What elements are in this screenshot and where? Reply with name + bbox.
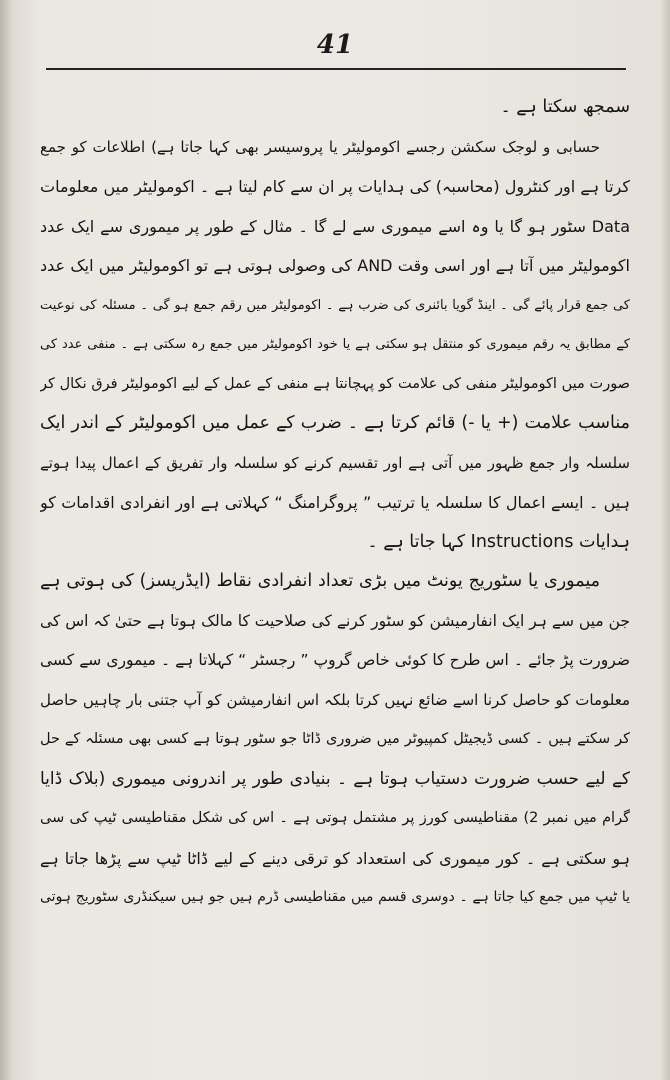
text-line: صورت میں اکومولیٹر منفی کی علامت کو پہچانتا ہے منفی کے عمل کے لیے اکومولیٹر فرق نکال کر [40,375,630,392]
text-line: کی جمع قرار پائے گی ۔ اینڈ گویا بائنری کی ضرب ہے ۔ اکومولیٹر میں رقم جمع ہو گی ۔ مسئلہ کی نوعیت [40,297,630,313]
text-line: کے لیے حسب ضرورت دستیاب ہوتا ہے ۔ بنیادی طور پر اندرونی میموری (بلاک ڈایا [40,768,630,789]
text-line: ہیں ۔ ایسے اعمال کا سلسلہ یا ترتیب ” پروگرامنگ “ کہلاتی ہے اور انفرادی اقدامات کو [40,493,630,512]
text-line: گرام میں نمبر 2) مقناطیسی کورز پر مشتمل ہوتی ہے ۔ اس کی شکل مقناطیسی ٹیپ کی سی [40,810,630,826]
page-body-text [40,88,630,918]
text-line: Data سٹور ہو گا یا وہ اسے میموری سے لے گا ۔ مثال کے طور پر میموری سے ایک عدد [40,216,630,236]
text-line: یا ٹیپ میں جمع کیا جاتا ہے ۔ دوسری قسم میں مقناطیسی ڈرم ہیں جو ہیں سیکنڈری سٹوریج ہوتی [40,889,630,905]
text-line: جن میں سے ہر ایک انفارمیشن کو سٹور کرنے کی صلاحیت کا مالک ہوتا ہے حتیٰ کہ اس کی [40,611,630,630]
text-line: ہو سکتی ہے ۔ کور میموری کی استعداد کو ترقی دینے کے لیے ڈاٹا ٹیپ سے پڑھا جاتا ہے [40,848,630,868]
text-line: معلومات کو حاصل کرنا اسے ضائع نہیں کرتا بلکہ اس انفارمیشن کو آپ جتنی بار چاہیں حاصل [40,690,630,709]
page-right-edge-shadow [660,0,670,1080]
header-rule [46,68,626,70]
text-line: کے مطابق یہ رقم میموری کو منتقل ہو سکتی ہے یا خود اکومولیٹر میں جمع رہ سکتی ہے ۔ منفی عدد کی [40,337,630,352]
text-line: میموری یا سٹوریج یونٹ میں بڑی تعداد انفرادی نقاط (ایڈریسز) کی ہوتی ہے [40,571,600,591]
page-number: 41 [316,30,354,60]
text-line: کرتا ہے اور کنٹرول (محاسبہ) کی ہدایات پر ان سے کام لیتا ہے ۔ اکومولیٹر میں معلومات [40,177,630,196]
text-line: ضرورت پڑ جائے ۔ اس طرح کا کوئی خاص گروپ ” رجسٹر “ کہلاتا ہے ۔ میموری سے کسی [40,651,630,669]
text-line: اکومولیٹر میں آتا ہے اور اسی وقت AND کی وصولی ہوتی ہے تو اکومولیٹر میں ایک عدد [40,256,630,275]
text-line: کر سکتے ہیں ۔ کسی ڈیجیٹل کمپیوٹر میں ضروری ڈاٹا جو سٹور ہوتا ہے کسی بھی مسئلہ کے حل [40,731,630,747]
text-line: ہدایات Instructions کہا جاتا ہے ۔ [367,531,630,552]
text-line: سلسلہ وار جمع ظہور میں آتی ہے اور تقسیم کرنے کو سلسلہ وار تفریق کے اعمال پیدا ہوتے [40,453,630,472]
text-line: حسابی و لوجک سکشن رجسے اکومولیٹر یا پروسیسر بھی کہا جاتا ہے) اطلاعات کو جمع [40,137,600,156]
page-left-edge-shadow [0,0,14,1080]
text-line: سمجھ سکتا ہے ۔ [500,97,630,117]
text-line: مناسب علامت (+ یا -) قائم کرتا ہے ۔ ضرب کے عمل میں اکومولیٹر کے اندر ایک [40,413,630,433]
